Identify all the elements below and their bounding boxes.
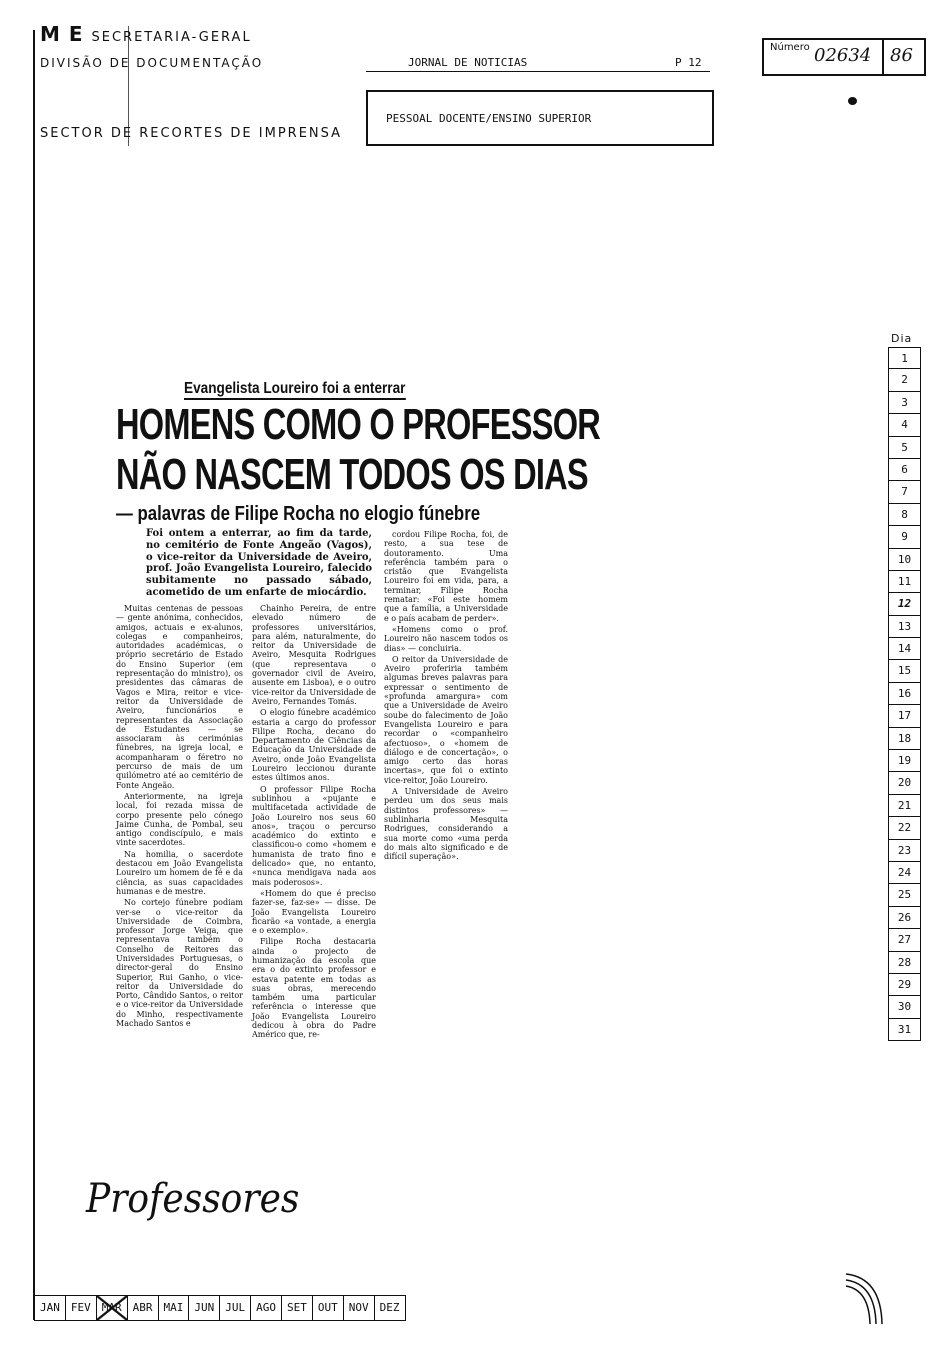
article-headline-2: NÃO NASCEM TODOS OS DIAS xyxy=(116,450,588,499)
newspaper-underline xyxy=(366,71,710,72)
day-cell-24: 24 xyxy=(888,862,921,884)
numero-year: 86 xyxy=(890,45,913,66)
month-cell-jul: JUL xyxy=(220,1296,251,1320)
article-paragraph: No cortejo fúnebre podiam ver-se o vice-reitor da Universidade de Coimbra, professor Jorge Veiga, que representava também o Conselho de Reitores das Universidades Portuguesas, o director-geral do Ensino Superior, Rui Ganho, o vice-reitor da Universidade do Porto, Cândido Santos, o reitor e o vice-reitor da Universidade do Minho, respectivamente Machado Santos e xyxy=(116,898,243,1029)
day-cell-17: 17 xyxy=(888,705,921,727)
org-header xyxy=(40,22,252,46)
day-cell-12: 12 xyxy=(888,593,921,615)
day-cell-1: 1 xyxy=(888,347,921,369)
article-kicker: Evangelista Loureiro foi a enterrar xyxy=(184,380,405,400)
day-cell-21: 21 xyxy=(888,795,921,817)
dia-label: Dia xyxy=(891,332,913,345)
day-cell-10: 10 xyxy=(888,549,921,571)
day-cell-23: 23 xyxy=(888,840,921,862)
article-paragraph: O elogio fúnebre académico estaria a cargo do professor Filipe Rocha, decano do Departamento de Ciências da Educação da Universidade de Aveiro, onde João Evangelista Loureiro leccionou durante estes últimos anos. xyxy=(252,708,376,783)
day-cell-14: 14 xyxy=(888,638,921,660)
day-cell-31: 31 xyxy=(888,1019,921,1041)
article-paragraph: cordou Filipe Rocha, foi, de resto, a sua tese de doutoramento. Uma referência também para o cristão que Evangelista Loureiro foi em vida, para, a terminar, Filipe Rocha rematar: «Foi este homem que a família, a Universidade e o país acabam de perder». xyxy=(384,530,508,623)
ink-blot-icon xyxy=(848,97,857,105)
day-cell-4: 4 xyxy=(888,414,921,436)
article-paragraph: Anteriormente, na igreja local, foi rezada missa de corpo presente pelo cónego Jaime Cunha, de Pombal, seu antigo condiscípulo, e mais vinte sacerdotes. xyxy=(116,791,243,848)
month-cell-dez: DEZ xyxy=(379,1301,400,1314)
day-cell-16: 16 xyxy=(888,683,921,705)
org-short: M E xyxy=(40,22,84,46)
month-cell-out: OUT xyxy=(313,1296,344,1320)
day-cell-9: 9 xyxy=(888,526,921,548)
numero-label: Número xyxy=(770,42,810,53)
article-paragraph: A Universidade de Aveiro perdeu um dos seus mais distintos professores» — sublinharia Mesquita Rodrigues, considerando a sua morte como «uma perda do mais alto significado e de difícil superação». xyxy=(384,787,508,862)
day-cell-5: 5 xyxy=(888,437,921,459)
handwritten-note: Professores xyxy=(86,1176,300,1222)
subject-text: PESSOAL DOCENTE/ENSINO SUPERIOR xyxy=(386,112,592,125)
article-paragraph: O professor Filipe Rocha sublinhou a «pujante e multifacetada actividade de João Loureiro nos seus 60 anos», traçou o percurso académico do extinto e classificou-o como «homem e humanista de trato fino e delicado» que, no entanto, «nunca mendigava nada aos mais poderosos». xyxy=(252,784,376,887)
month-bar xyxy=(34,1295,406,1321)
day-cell-28: 28 xyxy=(888,952,921,974)
day-cell-25: 25 xyxy=(888,884,921,906)
article-lead: Foi ontem a enterrar, ao fim da tarde, no cemitério de Fonte Angeão (Vagos), o vice-reitor da Universidade de Aveiro, prof. João Evangelista Loureiro, falecido subitamente no passado sábado, acometido de um enfarte de miocárdio. xyxy=(146,528,373,598)
left-margin-rule xyxy=(33,30,35,1320)
month-cell-jun: JUN xyxy=(189,1296,220,1320)
numero-divider xyxy=(882,40,884,74)
day-cell-8: 8 xyxy=(888,504,921,526)
article-column-3 xyxy=(384,530,508,863)
numero-value: 02634 xyxy=(814,45,872,66)
org-line2: DIVISÃO DE DOCUMENTAÇÃO xyxy=(40,56,264,70)
article-subhead: — palavras de Filipe Rocha no elogio fúnebre xyxy=(116,503,481,525)
day-cell-30: 30 xyxy=(888,996,921,1018)
day-cell-29: 29 xyxy=(888,974,921,996)
month-cell-nov: NOV xyxy=(344,1296,375,1320)
day-cell-27: 27 xyxy=(888,929,921,951)
article-paragraph: «Homens como o prof. Loureiro não nascem todos os dias» — concluiria. xyxy=(384,624,508,653)
day-cell-18: 18 xyxy=(888,728,921,750)
newspaper-name: JORNAL DE NOTICIAS xyxy=(408,56,528,69)
article-column-2 xyxy=(252,604,376,1042)
day-cell-7: 7 xyxy=(888,481,921,503)
article-paragraph: O reitor da Universidade de Aveiro proferiria também algumas breves palavras para expressar o sentimento de «profunda amargura» com que a Universidade de Aveiro soube do falecimento de João Evangelista Loureiro e para recordar o «companheiro afectuoso», o «homem de diálogo e de concertação», o amigo certo das horas incertas», que foi o extinto vice-reitor, João Loureiro. xyxy=(384,654,508,785)
org-line1: SECRETARIA-GERAL xyxy=(91,30,252,45)
day-column xyxy=(888,347,921,1041)
day-cell-19: 19 xyxy=(888,750,921,772)
month-cell-mar: MAR xyxy=(97,1296,128,1320)
month-cell-jan: JAN xyxy=(35,1296,66,1320)
article-headline-1: HOMENS COMO O PROFESSOR xyxy=(116,400,601,449)
day-cell-15: 15 xyxy=(888,660,921,682)
day-cell-6: 6 xyxy=(888,459,921,481)
article-paragraph: Filipe Rocha destacaria ainda o projecto de humanização da escola que era o do extinto professor e estava patente em todas as suas obras, merecendo também uma particular referência o interesse que João Evangelista Loureiro dedicou à obra do Padre Américo que, re- xyxy=(252,937,376,1040)
corner-mark-icon xyxy=(836,1268,896,1328)
day-cell-22: 22 xyxy=(888,817,921,839)
month-cell-abr: ABR xyxy=(128,1296,159,1320)
article-column-1 xyxy=(116,604,243,1030)
page-number: P 12 xyxy=(675,56,702,69)
article-paragraph: Na homilia, o sacerdote destacou em João Evangelista Loureiro um homem de fé e da ciência, as suas capacidades humanas e de mestre. xyxy=(116,849,243,896)
article-paragraph: Chainho Pereira, de entre elevado número de professores universitários, para além, naturalmente, do reitor da Universidade de Aveiro, Mesquita Rodrigues (que representava o governador civil de Aveiro, ausente em Lisboa), e o outro vice-reitor da Universidade de Aveiro, Fernandes Tomás. xyxy=(252,604,376,706)
subject-box xyxy=(366,90,714,146)
sector-title: SECTOR DE RECORTES DE IMPRENSA xyxy=(40,126,343,141)
day-cell-2: 2 xyxy=(888,369,921,391)
day-cell-3: 3 xyxy=(888,392,921,414)
day-cell-26: 26 xyxy=(888,907,921,929)
month-cell-mai: MAI xyxy=(159,1296,190,1320)
numero-box xyxy=(762,38,926,76)
article-paragraph: «Homem do que é preciso fazer-se, faz-se» — disse. De João Evangelista Loureiro ficarão «a vontade, a energia e o exemplo». xyxy=(252,888,376,936)
article-paragraph: Muitas centenas de pessoas — gente anónima, conhecidos, amigos, actuais e ex-alunos, colegas e companheiros, autoridades académicas, o próprio secretário de Estado do Ensino Superior (em representação do ministro), os presidentes das câmaras de Vagos e Mira, reitor e vice-reitor da Universidade de Aveiro, funcionários e representantes da Associação de Estudantes — se associaram às cerimónias fúnebres, na igreja local, e acompanharam o féretro no percurso de mais de um quilómetro até ao cemitério de Fonte Angeão. xyxy=(116,604,243,790)
day-cell-20: 20 xyxy=(888,772,921,794)
month-cell-fev: FEV xyxy=(66,1296,97,1320)
day-cell-11: 11 xyxy=(888,571,921,593)
month-cell-set: SET xyxy=(282,1296,313,1320)
day-cell-13: 13 xyxy=(888,616,921,638)
month-cell-ago: AGO xyxy=(251,1296,282,1320)
